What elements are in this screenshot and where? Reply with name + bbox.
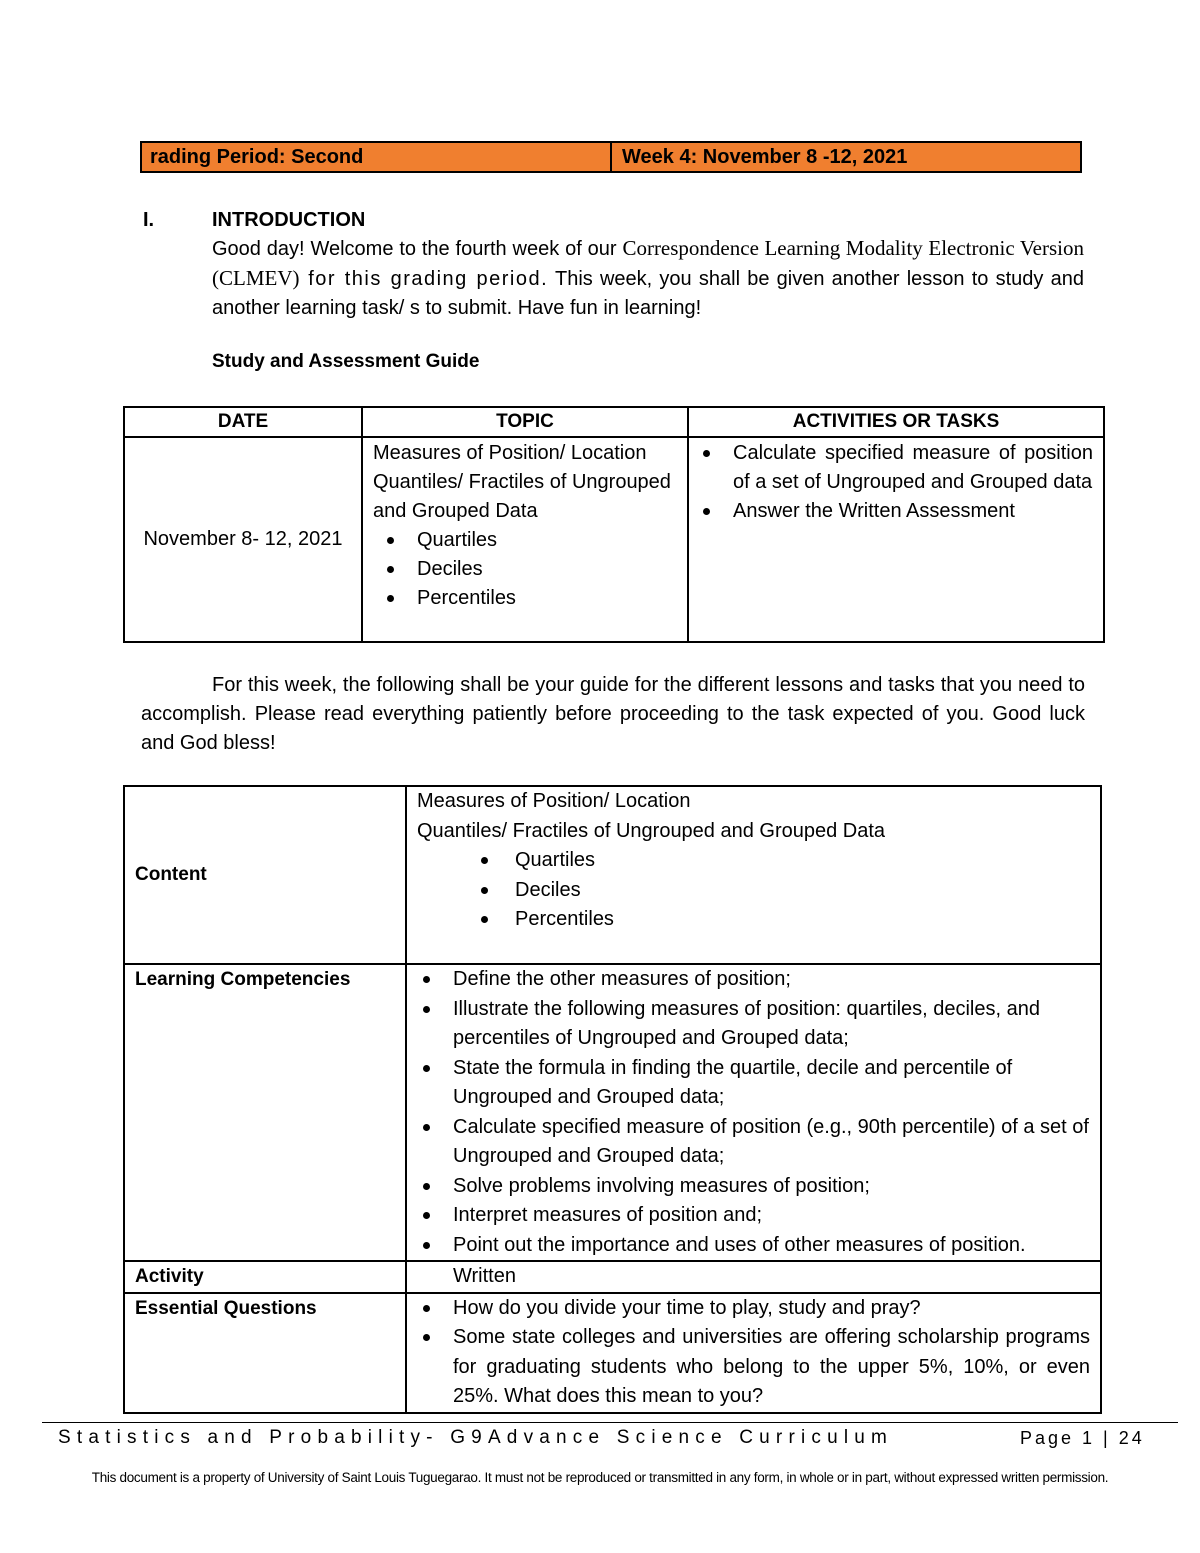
date-cell: November 8- 12, 2021 xyxy=(124,437,362,642)
topic-cell xyxy=(362,437,688,642)
list-item: Quartiles xyxy=(417,846,1090,876)
section-title: INTRODUCTION xyxy=(212,209,366,231)
guide-title: Study and Assessment Guide xyxy=(212,351,480,372)
list-item: Percentiles xyxy=(373,584,679,613)
page-number: Page 1 | 24 xyxy=(1020,1428,1145,1448)
list-item: Calculate specified measure of position (e.g., 90th percentile) of a set of Ungrouped and Grouped data; xyxy=(417,1113,1090,1172)
section-number: I. xyxy=(143,209,155,231)
list-item: Point out the importance and uses of other measures of position. xyxy=(417,1231,1090,1261)
activity-label: Activity xyxy=(124,1261,406,1293)
intro-text-1: Good day! Welcome to the fourth week of our xyxy=(212,238,623,260)
activity-cell xyxy=(406,1261,1101,1293)
schedule-table xyxy=(123,406,1105,643)
activity-row xyxy=(124,1261,1101,1293)
topic-line: Measures of Position/ Location xyxy=(373,442,647,464)
list-item: Answer the Written Assessment xyxy=(699,497,1093,526)
questions-cell xyxy=(406,1293,1101,1413)
list-item: Illustrate the following measures of position: quartiles, deciles, and percentiles of Ungrouped and Grouped data; xyxy=(417,995,1090,1054)
competencies-label: Learning Competencies xyxy=(124,964,406,1261)
list-item: How do you divide your time to play, study and pray? xyxy=(417,1294,1090,1324)
schedule-row xyxy=(124,437,1104,642)
activity-value: Written xyxy=(453,1265,516,1287)
content-line: Quantiles/ Fractiles of Ungrouped and Grouped Data xyxy=(417,819,886,842)
week-label: Week 4: November 8 -12, 2021 xyxy=(622,146,908,168)
competencies-cell xyxy=(406,964,1101,1261)
content-row xyxy=(124,786,1101,964)
competencies-list xyxy=(417,965,1090,1260)
grading-period-label: rading Period: Second xyxy=(142,143,612,171)
list-item: Quartiles xyxy=(373,526,679,555)
list-item: State the formula in finding the quartile, decile and percentile of Ungrouped and Grouped data; xyxy=(417,1054,1090,1113)
topic-header: TOPIC xyxy=(362,407,688,437)
activities-cell xyxy=(688,437,1104,642)
activities-list xyxy=(699,439,1093,526)
intro-text-3: for this grading period. xyxy=(299,268,549,290)
intro-paragraph xyxy=(212,234,1084,323)
questions-row xyxy=(124,1293,1101,1413)
topic-line: Quantiles/ Fractiles of Ungrouped and Grouped Data xyxy=(373,471,671,522)
intro-text-4: This week, you shall be given another lesson to study and another learning task/ s to submit. Have fun in learning! xyxy=(212,268,1084,319)
guide-paragraph: For this week, the following shall be your guide for the different lessons and tasks that you need to accomplish. Please read everything patiently before proceeding to the task expected of you. Good luck and God bless! xyxy=(141,674,1085,754)
grading-header-bar xyxy=(140,141,1082,173)
footer-divider xyxy=(42,1422,1178,1423)
list-item: Percentiles xyxy=(417,905,1090,935)
intro-text-2: Correspondence Learning Modality Electronic Version (CLMEV) xyxy=(212,236,1084,290)
content-line: Measures of Position/ Location xyxy=(417,790,691,812)
schedule-header-row xyxy=(124,407,1104,437)
content-label: Content xyxy=(124,786,406,964)
list-item: Deciles xyxy=(417,876,1090,906)
list-item: Calculate specified measure of position of a set of Ungrouped and Grouped data xyxy=(699,439,1093,497)
content-bullets xyxy=(417,846,1090,935)
list-item: Deciles xyxy=(373,555,679,584)
footer-course-title: Statistics and Probability- G9Advance Science Curriculum xyxy=(58,1427,894,1448)
lesson-plan-table xyxy=(123,785,1102,1414)
competencies-row xyxy=(124,964,1101,1261)
questions-list xyxy=(417,1294,1090,1412)
topic-bullets xyxy=(373,526,679,613)
activities-header: ACTIVITIES OR TASKS xyxy=(688,407,1104,437)
content-cell xyxy=(406,786,1101,964)
list-item: Some state colleges and universities are offering scholarship programs for graduating students who belong to the upper 5%, 10%, or even 25%. What does this mean to you? xyxy=(417,1323,1090,1412)
copyright-note: This document is a property of University of Saint Louis Tuguegarao. It must not be reproduced or transmitted in any form, in whole or in part, without expressed written permission. xyxy=(91,1470,1109,1485)
list-item: Interpret measures of position and; xyxy=(417,1201,1090,1231)
date-header: DATE xyxy=(124,407,362,437)
list-item: Solve problems involving measures of position; xyxy=(417,1172,1090,1202)
questions-label: Essential Questions xyxy=(124,1293,406,1413)
list-item: Define the other measures of position; xyxy=(417,965,1090,995)
